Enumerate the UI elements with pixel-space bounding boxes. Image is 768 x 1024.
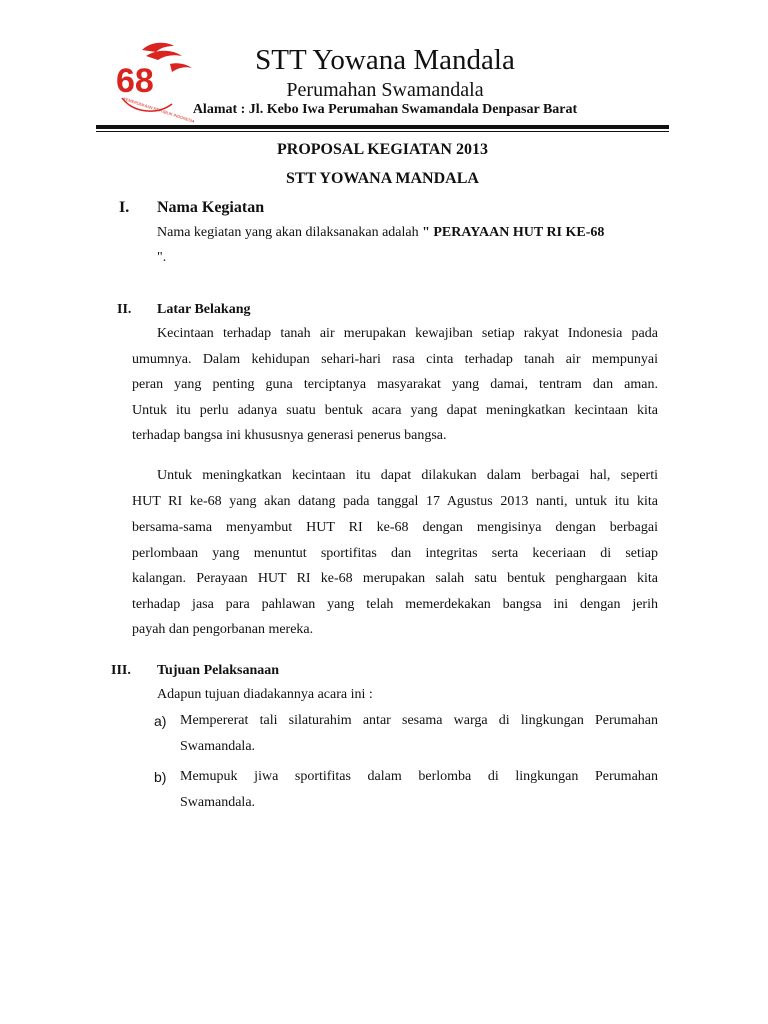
list-item: Swamandala. xyxy=(180,795,256,810)
section-number: I. xyxy=(119,199,130,216)
paragraph-line: peran yang penting guna terciptanya masyarakat yang damai, tentram dan aman. xyxy=(132,377,658,392)
paragraph-line: kalangan. Perayaan HUT RI ke-68 merupakan salah satu bentuk penghargaan kita xyxy=(132,571,658,586)
paragraph-line: terhadap bangsa ini khususnya generasi penerus bangsa. xyxy=(132,428,447,443)
list-item: Mempererat tali silaturahim antar sesama warga di lingkungan Perumahan xyxy=(180,713,658,728)
paragraph-line: perlombaan yang menuntut sportifitas dan integritas serta keceriaan di setiap xyxy=(132,546,658,561)
section-text: Adapun tujuan diadakannya acara ini : xyxy=(157,687,373,702)
header-divider-thin xyxy=(96,131,669,132)
paragraph-line: Untuk itu perlu adanya suatu bentuk acara yang dapat meningkatkan kecintaan kita xyxy=(132,403,658,418)
list-marker: a) xyxy=(154,713,167,729)
section-number: III. xyxy=(111,663,131,678)
paragraph-line: Kecintaan terhadap tanah air merupakan kewajiban setiap rakyat Indonesia pada xyxy=(157,326,658,341)
svg-text:68: 68 xyxy=(116,62,154,100)
section-title: Nama Kegiatan xyxy=(157,199,265,216)
section-title: Tujuan Pelaksanaan xyxy=(157,663,280,678)
organization-name: STT Yowana Mandala xyxy=(255,44,515,76)
section-text: ". xyxy=(157,250,167,265)
document-title: PROPOSAL KEGIATAN 2013 xyxy=(277,141,488,158)
paragraph-line: payah dan pengorbanan mereka. xyxy=(132,622,314,637)
document-subtitle: STT YOWANA MANDALA xyxy=(286,170,479,187)
list-item: Memupuk jiwa sportifitas dalam berlomba di lingkungan Perumahan xyxy=(180,769,658,784)
organization-subtitle: Perumahan Swamandala xyxy=(286,79,484,101)
paragraph-line: HUT RI ke-68 yang akan datang pada tanggal 17 Agustus 2013 nanti, untuk itu kita xyxy=(132,494,658,509)
list-item: Swamandala. xyxy=(180,739,256,754)
event-name: " PERAYAAN HUT RI KE-68 xyxy=(422,225,605,240)
section-number: II. xyxy=(117,302,132,317)
section-text: Nama kegiatan yang akan dilaksanakan adalah " PERAYAAN HUT RI KE-68 xyxy=(157,225,605,240)
paragraph-line: umumnya. Dalam kehidupan sehari-hari rasa cinta terhadap tanah air mempunyai xyxy=(132,352,658,367)
paragraph-line: bersama-sama menyambut HUT RI ke-68 dengan mengisinya dengan berbagai xyxy=(132,520,658,535)
section-title: Latar Belakang xyxy=(157,302,251,317)
header-divider-thick xyxy=(96,125,669,129)
paragraph-line: terhadap jasa para pahlawan yang telah memerdekakan bangsa ini dengan jerih xyxy=(132,597,658,612)
paragraph-line: Untuk meningkatkan kecintaan itu dapat dilakukan dalam berbagai hal, seperti xyxy=(157,468,658,483)
list-marker: b) xyxy=(154,769,167,785)
svg-text:KEMERDEKAAN REPUBLIK INDONESIA: KEMERDEKAAN REPUBLIK INDONESIA xyxy=(122,96,196,124)
organization-address: Alamat : Jl. Kebo Iwa Perumahan Swamandala Denpasar Barat xyxy=(192,102,578,117)
